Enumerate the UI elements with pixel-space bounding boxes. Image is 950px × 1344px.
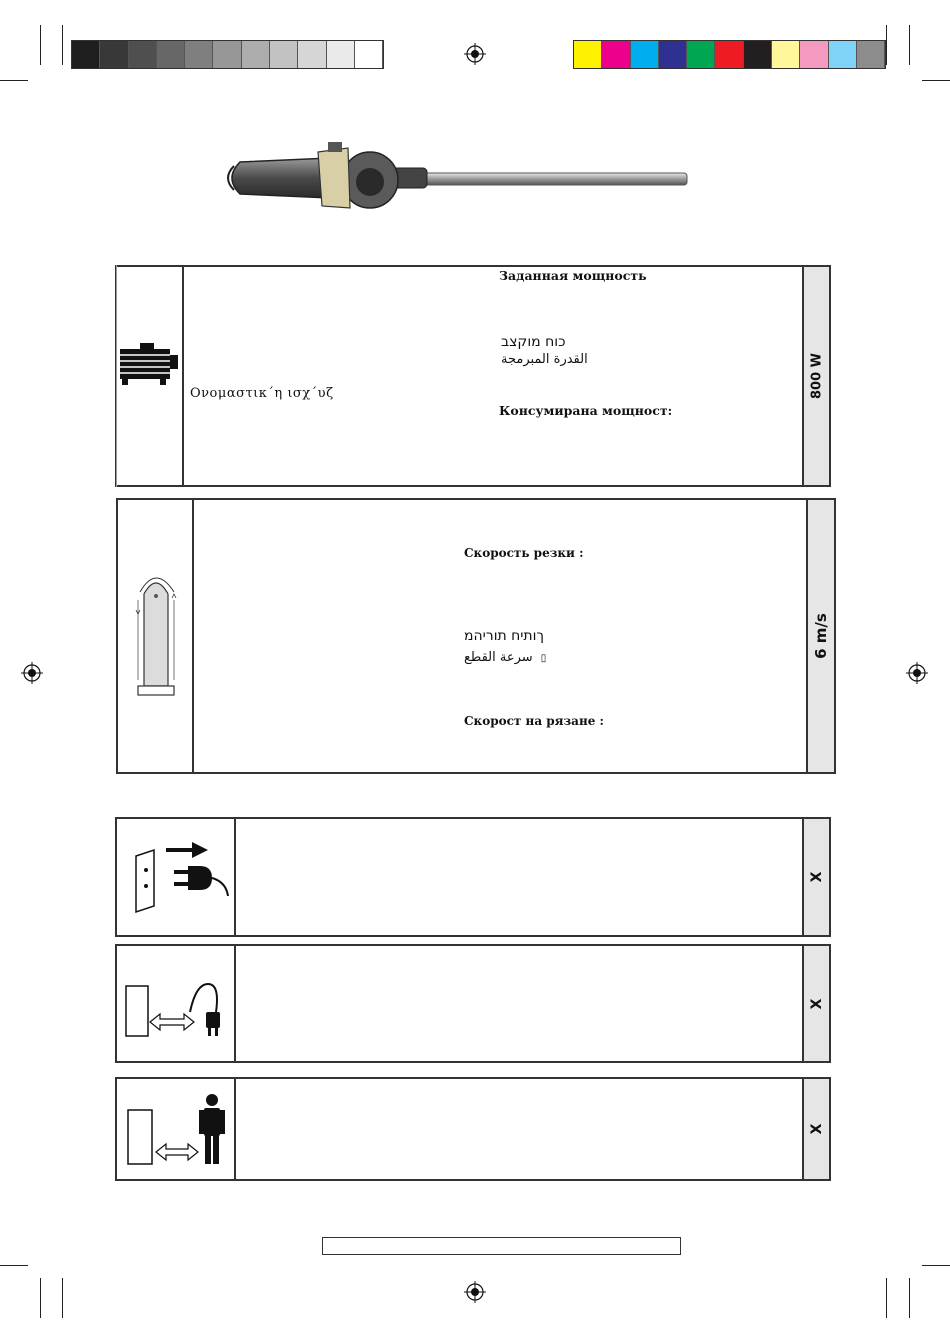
cable-distance-icon xyxy=(122,976,232,1042)
speed-label-ru: Скорость резки : xyxy=(464,546,584,560)
unplug-value: X xyxy=(808,871,825,883)
speed-label-ar xyxy=(464,650,546,665)
color-swatch xyxy=(185,41,213,68)
color-swatch xyxy=(631,41,659,68)
motor-icon xyxy=(116,341,182,385)
registration-mark-icon xyxy=(906,662,928,684)
pole-saw-illustration xyxy=(220,140,690,215)
color-swatch xyxy=(574,41,602,68)
power-label-greek: Ονομαστικ΄η ισχ΄υζ xyxy=(190,386,334,401)
color-swatch xyxy=(327,41,355,68)
unplug-value-column xyxy=(802,819,829,935)
divider xyxy=(234,1077,236,1181)
crop-mark xyxy=(62,25,63,65)
color-swatch xyxy=(72,41,100,68)
power-label-he: כוח מוקצב xyxy=(501,334,566,350)
color-swatch xyxy=(270,41,298,68)
color-swatch xyxy=(157,41,185,68)
color-swatch xyxy=(602,41,630,68)
crop-mark xyxy=(62,1278,63,1318)
crop-mark xyxy=(922,1265,950,1266)
power-value: 800 W xyxy=(809,352,824,400)
color-swatch-bar xyxy=(573,40,886,69)
gray-swatch-bar xyxy=(71,40,384,69)
color-swatch xyxy=(744,41,772,68)
footer-box xyxy=(322,1237,681,1255)
person-distance-value-column xyxy=(802,1079,829,1179)
registration-mark-icon xyxy=(464,43,486,65)
color-swatch xyxy=(800,41,828,68)
divider xyxy=(234,817,236,937)
chain-bar-icon xyxy=(130,570,182,700)
power-spec-box xyxy=(115,265,831,487)
registration-mark-icon xyxy=(21,662,43,684)
color-swatch xyxy=(659,41,687,68)
speed-value: 6 m/s xyxy=(812,613,830,659)
color-swatch xyxy=(829,41,857,68)
unplug-icon xyxy=(130,838,234,918)
color-swatch xyxy=(857,41,885,68)
person-distance-value: X xyxy=(808,1123,825,1135)
registration-mark-icon xyxy=(464,1281,486,1303)
crop-mark xyxy=(886,1278,887,1318)
crop-mark xyxy=(909,25,910,65)
power-label-ru: Заданная мощность xyxy=(499,268,647,283)
color-swatch xyxy=(242,41,270,68)
cable-distance-value-column xyxy=(802,946,829,1061)
speed-label-ar-glyph: ▯ xyxy=(540,653,547,664)
speed-label-he: ךותיח תוריהמ xyxy=(464,628,544,644)
cable-distance-value: X xyxy=(808,998,825,1009)
power-value-column xyxy=(802,267,829,485)
power-label-ar: القدرة المبرمجة xyxy=(501,352,588,367)
color-swatch xyxy=(100,41,128,68)
color-swatch xyxy=(213,41,241,68)
divider xyxy=(192,498,194,774)
crop-mark xyxy=(40,1278,41,1318)
speed-label-ar-text: سرعة القطع xyxy=(464,650,533,665)
divider xyxy=(182,265,184,487)
color-swatch xyxy=(772,41,800,68)
power-label-bg: Консумирана мощност: xyxy=(499,403,673,418)
person-distance-icon xyxy=(124,1092,230,1168)
divider xyxy=(234,944,236,1063)
crop-mark xyxy=(0,1265,28,1266)
color-swatch xyxy=(715,41,743,68)
speed-value-column xyxy=(806,500,834,772)
color-swatch xyxy=(687,41,715,68)
crop-mark xyxy=(0,80,28,81)
crop-mark xyxy=(909,1278,910,1318)
speed-label-bg: Скорост на рязане : xyxy=(464,714,604,728)
color-swatch xyxy=(355,41,383,68)
crop-mark xyxy=(40,25,41,65)
color-swatch xyxy=(129,41,157,68)
crop-mark xyxy=(922,80,950,81)
color-swatch xyxy=(298,41,326,68)
